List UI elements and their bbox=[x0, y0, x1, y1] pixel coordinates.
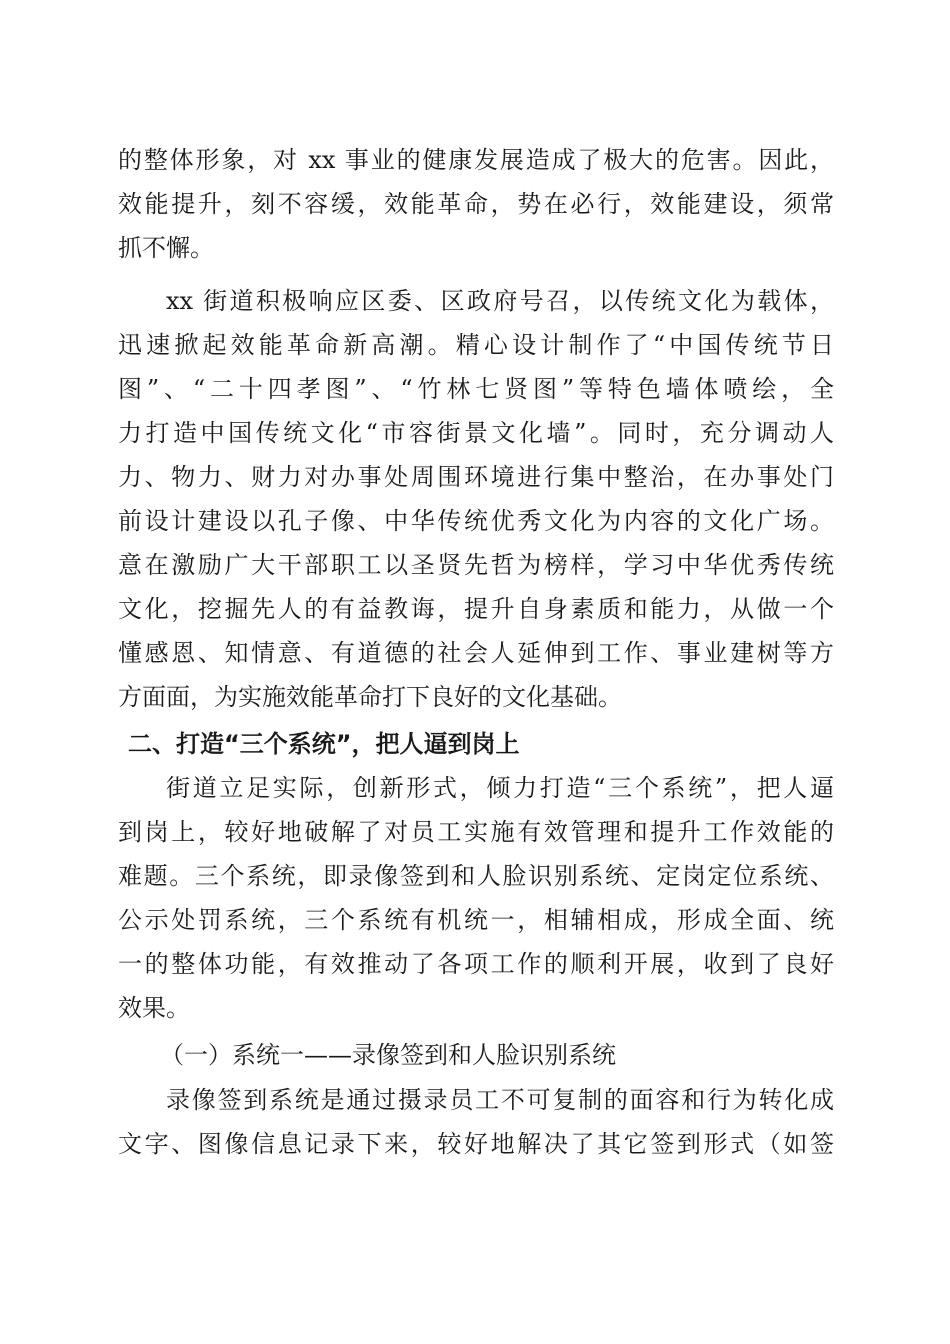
body-text-line: 懂感恩、知情意、有道德的社会人延伸到工作、事业建树等方 bbox=[118, 639, 834, 667]
body-text-line: 效能提升，刻不容缓，效能革命，势在必行，效能建设，须常 bbox=[118, 190, 834, 218]
subsection-heading: （一）系统一——录像签到和人脸识别系统 bbox=[160, 1041, 616, 1069]
body-text-line: 抓不懈。 bbox=[118, 234, 214, 262]
body-text-line: 难题。三个系统，即录像签到和人脸识别系统、定岗定位系统、 bbox=[118, 862, 834, 890]
body-text-line: 的整体形象，对 xx 事业的健康发展造成了极大的危害。因此， bbox=[118, 146, 834, 174]
body-text-line: 力打造中国传统文化“市容街景文化墙”。同时，充分调动人 bbox=[118, 419, 834, 447]
body-text-line: 方面面，为实施效能革命打下良好的文化基础。 bbox=[118, 683, 622, 711]
body-text-line: 效果。 bbox=[118, 994, 190, 1022]
paragraph-first-line: xx 街道积极响应区委、区政府号召，以传统文化为载体， bbox=[166, 287, 834, 315]
body-text-line: 意在激励广大干部职工以圣贤先哲为榜样，学习中华优秀传统 bbox=[118, 551, 834, 579]
section-heading: 二、打造“三个系统”，把人逼到岗上 bbox=[128, 730, 520, 758]
body-text-line: 力、物力、财力对办事处周围环境进行集中整治，在办事处门 bbox=[118, 463, 834, 491]
body-text-line: 到岗上，较好地破解了对员工实施有效管理和提升工作效能的 bbox=[118, 818, 834, 846]
paragraph-first-line: 录像签到系统是通过摄录员工不可复制的面容和行为转化成 bbox=[166, 1086, 834, 1114]
body-text-line: 文化，挖掘先人的有益教诲，提升自身素质和能力，从做一个 bbox=[118, 595, 834, 623]
body-text-line: 前设计建设以孔子像、中华传统优秀文化为内容的文化广场。 bbox=[118, 507, 834, 535]
paragraph-first-line: 街道立足实际，创新形式，倾力打造“三个系统”，把人逼 bbox=[166, 774, 834, 802]
body-text-line: 迅速掀起效能革命新高潮。精心设计制作了“中国传统节日 bbox=[118, 331, 834, 359]
body-text-line: 公示处罚系统，三个系统有机统一，相辅相成，形成全面、统 bbox=[118, 906, 834, 934]
body-text-line: 文字、图像信息记录下来，较好地解决了其它签到形式（如签 bbox=[118, 1130, 834, 1158]
body-text-line: 图”、“二十四孝图”、“竹林七贤图”等特色墙体喷绘，全 bbox=[118, 375, 834, 403]
body-text-line: 一的整体功能，有效推动了各项工作的顺利开展，收到了良好 bbox=[118, 950, 834, 978]
